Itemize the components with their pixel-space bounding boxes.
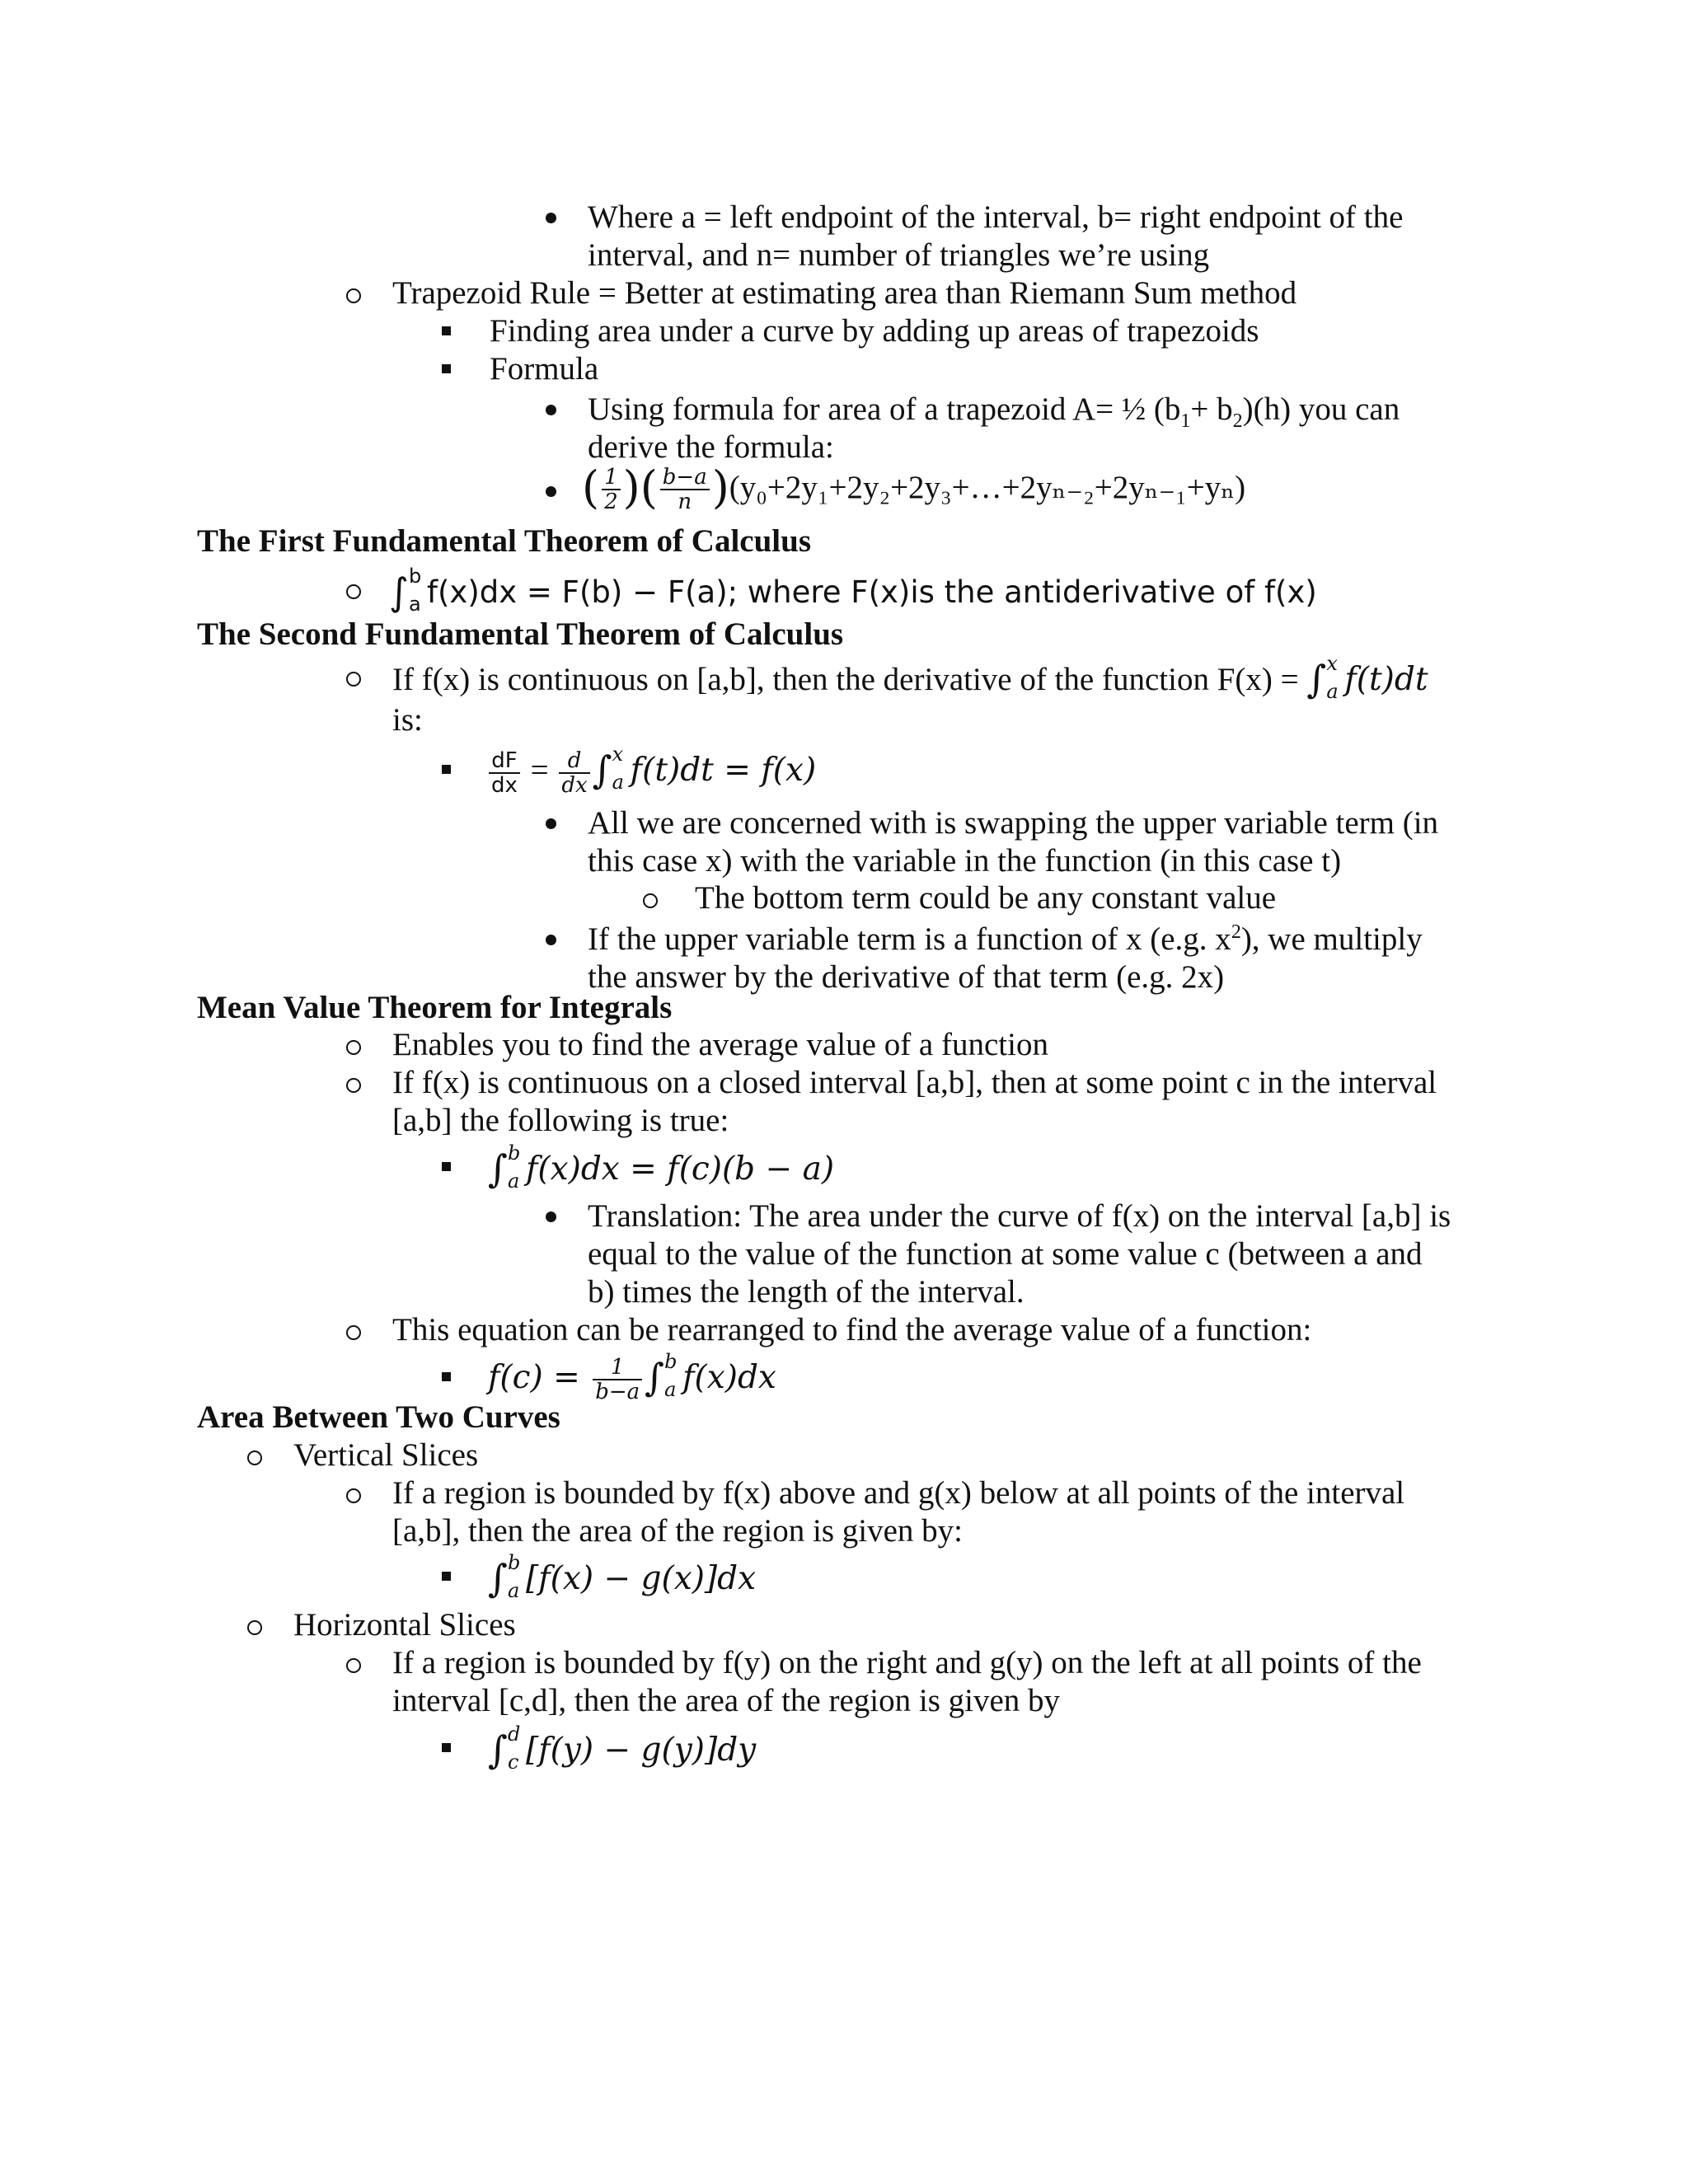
bullet-circle bbox=[247, 1620, 262, 1635]
text-line: interval, and n= number of triangles we’re using bbox=[588, 237, 1210, 273]
bullet-circle bbox=[247, 1451, 262, 1465]
text-line: Enables you to find the average value of a function bbox=[392, 1027, 1048, 1062]
text-line: If f(x) is continuous on [a,b], then the derivative of the function F(x) = ∫ x a f(t)dt bbox=[392, 652, 1428, 703]
bullet-circle bbox=[346, 1040, 361, 1055]
text-line: is: bbox=[392, 702, 423, 738]
bullet-circle bbox=[346, 1658, 361, 1673]
bullet-dot bbox=[546, 213, 556, 223]
text-line: Horizontal Slices bbox=[293, 1607, 516, 1643]
horizontal-slices-formula: ∫ d c [f(y) − g(y)]dy bbox=[488, 1722, 757, 1774]
text-line: If a region is bounded by f(x) above and g(x) below at all points of the interval bbox=[392, 1475, 1405, 1511]
text-line: the answer by the derivative of that term (e.g. 2x) bbox=[588, 959, 1225, 995]
text-line: Where a = left endpoint of the interval, b= right endpoint of the bbox=[588, 199, 1404, 235]
text-line: interval [c,d], then the area of the region is given by bbox=[392, 1683, 1061, 1718]
heading-second-ftc: The Second Fundamental Theorem of Calculus bbox=[197, 616, 844, 652]
bullet-square bbox=[442, 364, 451, 373]
text-line: [a,b], then the area of the region is given by: bbox=[392, 1513, 964, 1549]
trapezoid-formula: ( $\frac{1}{2}$ )( $\frac{b-a}{n}$ )(y₀+2y₁+2y₂+2y₃+…+2yₙ₋₂+2yₙ₋₁+yₙ) bbox=[582, 462, 1246, 514]
text-line: Formula bbox=[490, 351, 599, 387]
bullet-square bbox=[442, 326, 451, 335]
text-line: If a region is bounded by f(y) on the right and g(y) on the left at all points of the bbox=[392, 1645, 1422, 1680]
mvt-formula: ∫ b a f(x)dx = f(c)(b − a) bbox=[488, 1141, 835, 1193]
bullet-circle bbox=[346, 288, 361, 303]
text-line: Trapezoid Rule = Better at estimating area than Riemann Sum method bbox=[392, 275, 1297, 311]
heading-area-between: Area Between Two Curves bbox=[197, 1399, 560, 1435]
bullet-circle bbox=[346, 672, 361, 687]
text-line: The bottom term could be any constant value bbox=[695, 880, 1277, 916]
text-line: Finding area under a curve by adding up areas of trapezoids bbox=[490, 313, 1259, 349]
second-ftc-formula: $\frac{dF}{dx}$ = $\frac{d}{dx}$ ∫ x a f(t)dt = f(x) bbox=[486, 742, 816, 797]
text-line: All we are concerned with is swapping the upper variable term (in bbox=[588, 805, 1439, 841]
text-line: equal to the value of the function at some value c (between a and bbox=[588, 1236, 1423, 1272]
text-line: derive the formula: bbox=[588, 429, 834, 465]
bullet-square bbox=[442, 1372, 451, 1381]
bullet-square bbox=[442, 1162, 451, 1171]
bullet-circle bbox=[346, 1078, 361, 1093]
bullet-circle bbox=[643, 893, 658, 908]
text-line: Vertical Slices bbox=[293, 1437, 479, 1473]
text-line: b) times the length of the interval. bbox=[588, 1274, 1025, 1310]
text-line: If the upper variable term is a function of x (e.g. $x^2$), we multiply bbox=[588, 921, 1423, 957]
bullet-dot bbox=[546, 486, 556, 497]
bullet-square bbox=[442, 1572, 451, 1581]
heading-mvt: Mean Value Theorem for Integrals bbox=[197, 990, 673, 1025]
text-line: [a,b] the following is true: bbox=[392, 1103, 729, 1138]
bullet-circle bbox=[346, 1488, 361, 1503]
first-ftc-formula: ∫ b a f(x)dx = F(b) − F(a); where F(x)is the antiderivative of f(x) bbox=[389, 565, 1317, 616]
bullet-circle bbox=[346, 584, 361, 599]
bullet-dot bbox=[546, 935, 556, 945]
bullet-dot bbox=[546, 405, 556, 415]
bullet-square bbox=[442, 765, 451, 774]
bullet-circle bbox=[346, 1325, 361, 1340]
text-line: Using formula for area of a trapezoid A= ½ $(b_1+ b_2)(h)$ you can bbox=[588, 391, 1400, 432]
bullet-dot bbox=[546, 1212, 556, 1222]
average-value-formula: f(c) = $\frac{1}{b-a}$ ∫ b a f(x)dx bbox=[488, 1350, 776, 1404]
heading-first-ftc: The First Fundamental Theorem of Calculus bbox=[197, 523, 811, 559]
bullet-square bbox=[442, 1743, 451, 1752]
text-line: this case x) with the variable in the function (in this case t) bbox=[588, 843, 1342, 879]
text-line: If f(x) is continuous on a closed interval [a,b], then at some point c in the interval bbox=[392, 1065, 1437, 1100]
text-line: Translation: The area under the curve of f(x) on the interval [a,b] is bbox=[588, 1198, 1451, 1234]
bullet-dot bbox=[546, 818, 556, 829]
vertical-slices-formula: ∫ b a [f(x) − g(x)]dx bbox=[488, 1551, 757, 1602]
text-line: This equation can be rearranged to find the average value of a function: bbox=[392, 1312, 1312, 1347]
